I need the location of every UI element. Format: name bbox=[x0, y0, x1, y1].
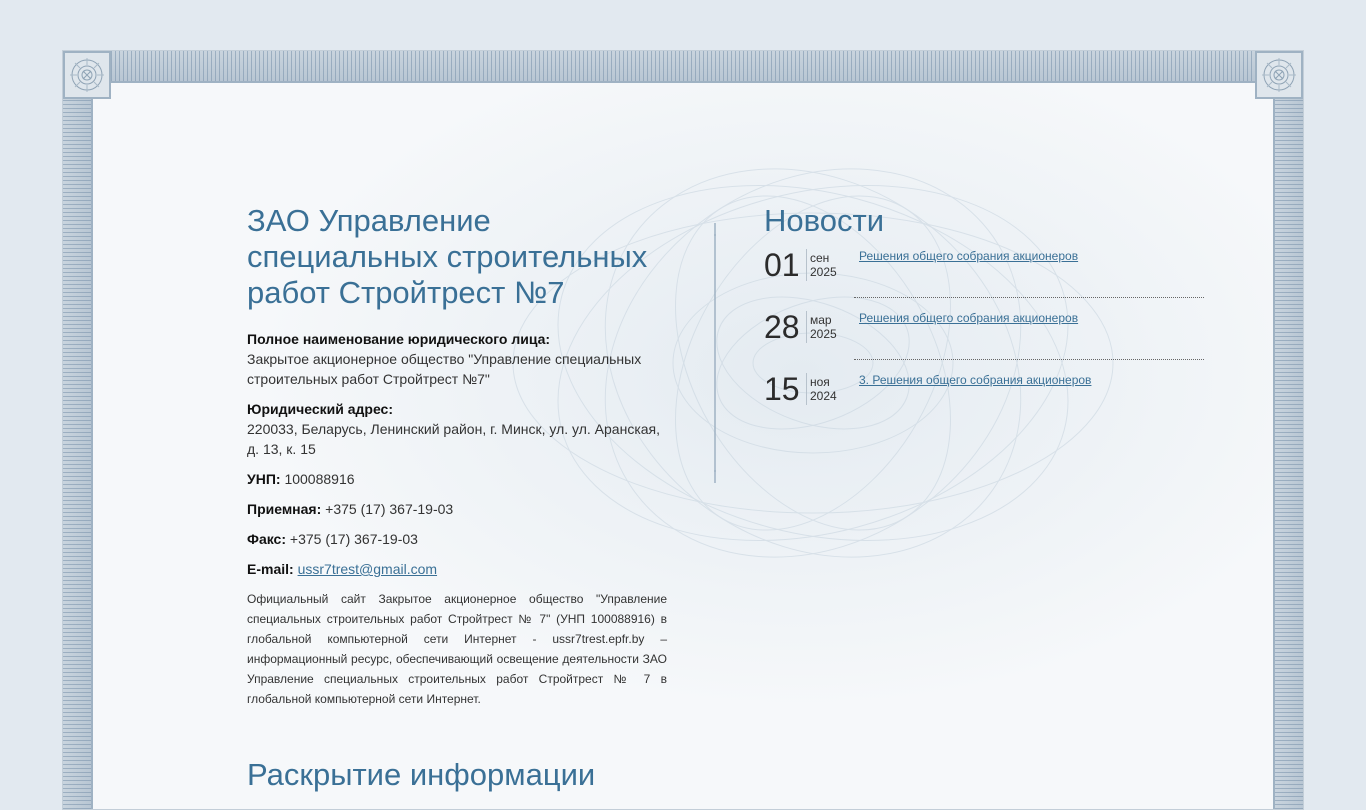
news-item bbox=[764, 307, 1204, 369]
news-day: 01 bbox=[764, 249, 807, 281]
rosette-icon bbox=[1255, 51, 1303, 99]
about-text: Официальный сайт Закрытое акционерное общество "Управление специальных строительных работ Стройтрест № 7" (УНП 100088916) в глобальной компьютерной сети Интернет - ussr7trest.epfr.by – информационный ресурс, обеспечивающий освещение деятельности ЗАО Управление специальных строительных работ Стройтрест № 7 в глобальной компьютерной сети Интернет. bbox=[247, 592, 667, 706]
news-month: мар bbox=[810, 313, 832, 327]
news-link[interactable]: 3. Решения общего собрания акционеров bbox=[859, 373, 1092, 387]
fax-label: Факс: bbox=[247, 531, 287, 547]
news-item bbox=[764, 369, 1204, 431]
address-label: Юридический адрес: bbox=[247, 401, 393, 417]
news-month: сен bbox=[810, 251, 830, 265]
full-name-label: Полное наименование юридического лица: bbox=[247, 331, 551, 347]
content-area bbox=[93, 83, 1273, 809]
email-link[interactable]: ussr7trest@gmail.com bbox=[297, 561, 438, 577]
news-separator bbox=[854, 359, 1204, 360]
unp-value: 100088916 bbox=[284, 471, 355, 487]
news-year: 2024 bbox=[810, 389, 837, 403]
reception-label: Приемная: bbox=[247, 501, 322, 517]
certificate-frame bbox=[62, 50, 1304, 810]
ornament-divider-icon bbox=[714, 223, 716, 483]
ornamental-border-right bbox=[1273, 51, 1303, 809]
news-day: 28 bbox=[764, 311, 807, 343]
unp-label: УНП: bbox=[247, 471, 281, 487]
email-label: E-mail: bbox=[247, 561, 294, 577]
full-name-value: Закрытое акционерное общество "Управление специальных строительных работ Стройтрест №7" bbox=[247, 351, 642, 387]
news-link[interactable]: Решения общего собрания акционеров bbox=[859, 311, 1079, 325]
news-title: Новости bbox=[764, 203, 885, 238]
news-section bbox=[764, 203, 1204, 431]
address-row bbox=[247, 399, 667, 459]
fax-value: +375 (17) 367-19-03 bbox=[289, 531, 418, 547]
news-separator bbox=[854, 297, 1204, 298]
company-title: ЗАО Управление специальных строительных работ Стройтрест №7 bbox=[247, 203, 648, 310]
rosette-icon bbox=[63, 51, 111, 99]
ornamental-border-top bbox=[63, 51, 1303, 83]
reception-row bbox=[247, 499, 667, 519]
company-info bbox=[247, 203, 667, 709]
fax-row bbox=[247, 529, 667, 549]
email-row bbox=[247, 559, 667, 579]
ornamental-border-left bbox=[63, 51, 93, 809]
news-item bbox=[764, 245, 1204, 307]
reception-value: +375 (17) 367-19-03 bbox=[325, 501, 454, 517]
address-value: 220033, Беларусь, Ленинский район, г. Минск, ул. ул. Аранская, д. 13, к. 15 bbox=[247, 421, 661, 457]
unp-row bbox=[247, 469, 667, 489]
news-day: 15 bbox=[764, 373, 807, 405]
news-year: 2025 bbox=[810, 265, 837, 279]
disclosure-title: Раскрытие информации bbox=[247, 757, 596, 792]
news-year: 2025 bbox=[810, 327, 837, 341]
news-link[interactable]: Решения общего собрания акционеров bbox=[859, 249, 1079, 263]
news-month: ноя bbox=[810, 375, 830, 389]
full-name-row bbox=[247, 329, 667, 389]
